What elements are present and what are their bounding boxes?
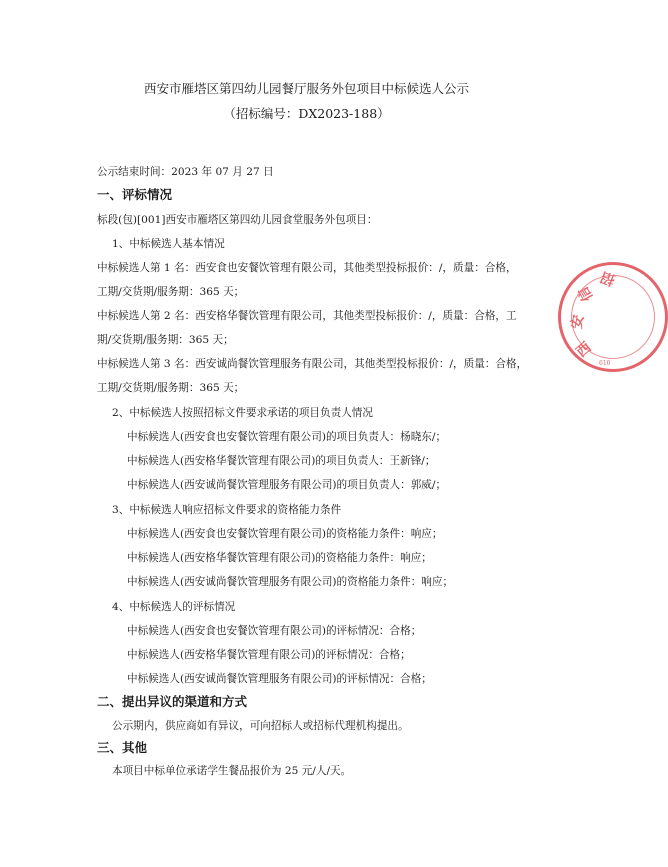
seal-char-2: 安 xyxy=(568,313,588,331)
project-manager-1: 中标候选人(西安食也安餐饮管理有限公司)的项目负责人：杨晓东/； xyxy=(127,431,447,443)
objection-body: 公示期内，供应商如有异议，可向招标人或招标代理机构提出。 xyxy=(112,720,409,732)
candidate-1-line-2: 工期/交货期/服务期：365 天； xyxy=(97,286,245,298)
evaluation-1: 中标候选人(西安食也安餐饮管理有限公司)的评标情况：合格； xyxy=(127,625,422,637)
qualification-1: 中标候选人(西安食也安餐饮管理有限公司)的资格能力条件：响应； xyxy=(127,528,443,540)
subsection-3-heading: 3、中标候选人响应招标文件要求的资格能力条件 xyxy=(112,504,342,516)
candidate-3-line-1: 中标候选人第 3 名：西安诚尚餐饮管理服务有限公司，其他类型投标报价：/，质量：合格， xyxy=(97,358,528,370)
section-1-heading: 一、评标情况 xyxy=(97,187,173,202)
official-seal-stamp xyxy=(558,262,668,372)
seal-char-1: 西 xyxy=(573,339,595,361)
seal-char-4: 招 xyxy=(598,268,618,288)
subsection-2-heading: 2、中标候选人按照招标文件要求承诺的项目负责人情况 xyxy=(112,407,373,419)
candidate-2-line-2: 期/交货期/服务期：365 天； xyxy=(97,334,234,346)
project-manager-3: 中标候选人(西安诚尚餐饮管理服务有限公司)的项目负责人：郭威/； xyxy=(127,479,447,491)
project-manager-2: 中标候选人(西安格华餐饮管理有限公司)的项目负责人：王新锋/； xyxy=(127,455,436,467)
lot-description: 标段(包)[001]西安市雁塔区第四幼儿园食堂服务外包项目： xyxy=(97,214,378,226)
evaluation-2: 中标候选人(西安格华餐饮管理有限公司)的评标情况：合格； xyxy=(127,649,411,661)
section-2-heading: 二、提出异议的渠道和方式 xyxy=(97,694,248,709)
document-title: 西安市雁塔区第四幼儿园餐厅服务外包项目中标候选人公示 xyxy=(143,81,469,96)
tender-number: （招标编号：DX2023-188） xyxy=(223,106,390,121)
other-body: 本项目中标单位承诺学生餐品报价为 25 元/人/天。 xyxy=(112,765,352,777)
qualification-2: 中标候选人(西安格华餐饮管理有限公司)的资格能力条件：响应； xyxy=(127,552,432,564)
candidate-2-line-1: 中标候选人第 2 名：西安格华餐饮管理有限公司，其他类型投标报价：/，质量：合格，工 xyxy=(97,310,517,322)
qualification-3: 中标候选人(西安诚尚餐饮管理服务有限公司)的资格能力条件：响应； xyxy=(127,576,454,588)
seal-char-3: 信 xyxy=(575,283,597,305)
notice-end-time: 公示结束时间：2023 年 07 月 27 日 xyxy=(97,166,274,178)
section-3-heading: 三、其他 xyxy=(97,740,148,755)
candidate-1-line-1: 中标候选人第 1 名：西安食也安餐饮管理有限公司，其他类型投标报价：/，质量：合格， xyxy=(97,262,517,274)
seal-number: 610 xyxy=(599,360,611,367)
candidate-3-line-2: 工期/交货期/服务期：365 天； xyxy=(97,382,245,394)
subsection-1-heading: 1、中标候选人基本情况 xyxy=(112,238,225,250)
evaluation-3: 中标候选人(西安诚尚餐饮管理服务有限公司)的评标情况：合格； xyxy=(127,673,432,685)
subsection-4-heading: 4、中标候选人的评标情况 xyxy=(112,601,236,613)
